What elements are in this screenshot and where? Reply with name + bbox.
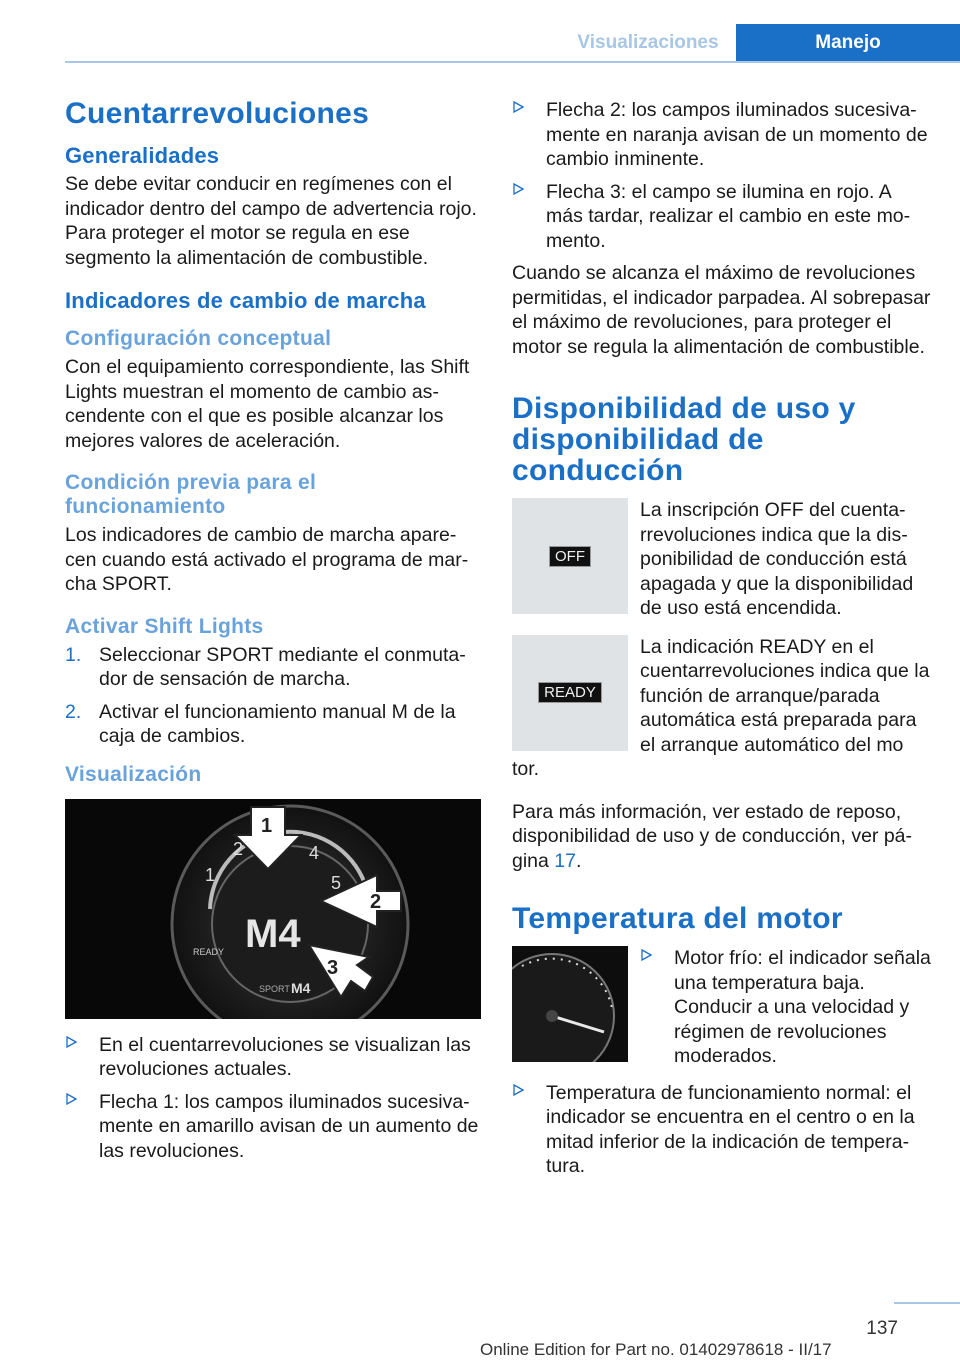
title-cuentarrevoluciones: Cuentarrevoluciones <box>65 97 370 130</box>
text-off: La inscripción OFF del cuentarrevoluciones indica que la disponibilidad de conducción está apagada y que la disponibilidad de uso está encendida. <box>640 499 914 619</box>
right-column <box>512 98 932 1187</box>
footer-rule <box>894 1302 960 1304</box>
triangle-bullet-icon <box>512 1084 524 1096</box>
list-item: Flecha 2: los campos iluminados sucesivamente en naranja avisan de un momento de cambio inminente. <box>512 98 932 172</box>
left-column <box>65 98 481 1171</box>
list-item: 2. Activar el funcionamiento manual M de la caja de cambios. <box>65 700 456 747</box>
heading-generalidades: Generalidades <box>65 143 220 168</box>
triangle-bullet-icon <box>65 1093 77 1105</box>
bullet-list <box>65 1033 481 1164</box>
heading-indicadores: Indicadores de cambio de marcha <box>65 288 426 313</box>
triangle-bullet-icon <box>640 949 652 961</box>
svg-text:2: 2 <box>370 890 382 913</box>
dial-label: 1 <box>205 864 216 885</box>
page-link[interactable]: 17 <box>554 849 576 872</box>
title-disponibilidad: Disponibilidad de uso y disponibilidad de conducción <box>512 392 856 487</box>
bullet-list <box>512 98 932 253</box>
text-max-revs: Cuando se alcanza el máximo de revoluciones permitidas, el indicador parpadea. Al sobrepasar el máximo de revoluciones, para proteger el motor se regula la alimentación de combustible. <box>512 262 931 358</box>
heading-condicion: Condición previa para el funcionamiento <box>65 471 317 518</box>
off-block <box>512 498 932 621</box>
heading-activar: Activar Shift Lights <box>65 614 264 638</box>
list-item: Flecha 3: el campo se ilumina en rojo. A más tardar, realizar el cambio en este momento. <box>512 180 932 254</box>
off-badge: OFF <box>549 546 591 567</box>
temperature-gauge-image <box>512 946 628 1062</box>
text-configuracion: Con el equipamiento correspondiente, las Shift Lights muestran el momento de cambio ascendente con el que es posible alcanzar los mejores valores de aceleración. <box>65 356 470 452</box>
header-rule <box>65 61 960 63</box>
triangle-bullet-icon <box>65 1036 77 1048</box>
edition-note: Online Edition for Part no. 01402978618 - II/17 <box>480 1340 832 1359</box>
tab-manejo[interactable]: Manejo <box>736 24 960 62</box>
text-condicion: Los indicadores de cambio de marcha aparecen cuando está activado el programa de marcha SPORT. <box>65 524 469 595</box>
tab-visualizaciones[interactable]: Visualizaciones <box>577 32 719 53</box>
steps-list <box>65 643 481 749</box>
svg-text:3: 3 <box>327 956 339 979</box>
ready-indicator-image <box>512 635 628 751</box>
text-ready-tail: tor. <box>512 758 540 780</box>
list-item: Motor frío: el indicador señala una temperatura baja. Conducir a una velocidad y régimen de revoluciones moderados. <box>640 946 932 1069</box>
svg-text:1: 1 <box>261 814 273 837</box>
list-item: Temperatura de funcionamiento normal: el indicador se encuentra en el centro o en la mitad inferior de la indicación de temperatura. <box>512 1081 932 1179</box>
bullet-list <box>640 946 932 1077</box>
sport-label: SPORT <box>259 983 290 994</box>
sport-gear-label: M4 <box>291 979 311 996</box>
off-indicator-image <box>512 498 628 614</box>
gear-display: M4 <box>245 911 301 956</box>
heading-configuracion: Configuración conceptual <box>65 327 332 350</box>
ready-block <box>512 635 932 758</box>
tachometer-image <box>65 799 481 1019</box>
dial-label: 5 <box>331 872 342 893</box>
triangle-bullet-icon <box>512 183 524 195</box>
text-more-info: Para más información, ver estado de reposo, disponibilidad de uso y de conducción, ver página 17. <box>512 800 913 872</box>
text-generalidades: Se debe evitar conducir en regímenes con el indicador dentro del campo de advertencia rojo. Para proteger el motor se regula en ese segmento la alimentación de combustible. <box>65 173 477 269</box>
heading-visualizacion: Visualización <box>65 762 202 786</box>
title-temperatura: Temperatura del motor <box>512 902 843 935</box>
list-item: 1. Seleccionar SPORT mediante el conmutador de sensación de marcha. <box>65 643 466 690</box>
ready-label: READY <box>193 946 225 957</box>
dial-label: 2 <box>233 838 244 859</box>
tachometer-figure <box>65 799 481 1019</box>
bullet-list <box>512 1081 932 1179</box>
temperature-gauge-icon <box>512 946 628 1062</box>
page-number: 137 <box>866 1318 898 1339</box>
triangle-bullet-icon <box>512 101 524 113</box>
ready-badge: READY <box>538 682 602 703</box>
temp-block <box>512 946 932 1077</box>
dial-label: 4 <box>309 842 320 863</box>
text-ready: La indicación READY en el cuentarrevoluciones indica que la función de arranque/parada automática está preparada para el arranque automático del mo <box>640 635 930 756</box>
list-item: En el cuentarrevoluciones se visualizan las revoluciones actuales. <box>65 1033 481 1082</box>
list-item: Flecha 1: los campos iluminados sucesivamente en amarillo avisan de un aumento de las revoluciones. <box>65 1090 481 1164</box>
